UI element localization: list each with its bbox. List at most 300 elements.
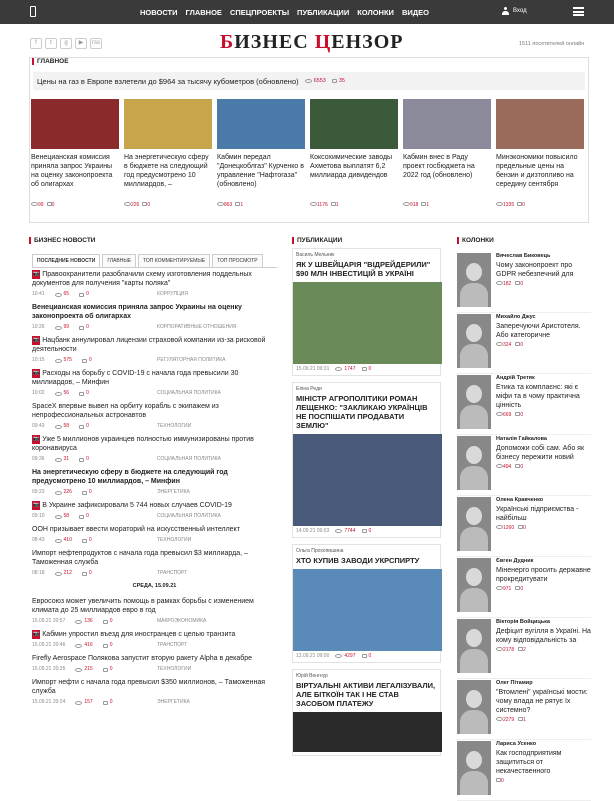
author-photo[interactable] — [457, 375, 491, 429]
tile-title[interactable]: Коксохимические заводы Ахметова выплатят 6,2 миллиарда дивидендов — [310, 154, 393, 179]
comment-icon — [362, 367, 367, 371]
eye-icon — [496, 717, 503, 721]
eye-icon — [55, 539, 62, 543]
column-body — [496, 680, 591, 739]
column-item[interactable] — [457, 313, 591, 374]
news-comments — [79, 512, 89, 521]
author-photo[interactable] — [457, 497, 491, 551]
news-views — [75, 617, 92, 626]
news-time: 15.09.21 20:35 — [32, 666, 66, 672]
news-item[interactable] — [32, 468, 277, 497]
news-title-text[interactable]: Правоохранители разоблачили схему изготовления поддельных документов для получения "карты поляка" — [32, 271, 252, 287]
publication-image[interactable] — [293, 569, 442, 651]
news-views-value: 56 — [63, 390, 70, 396]
news-category[interactable]: ТЕХНОЛОГИИ — [157, 666, 192, 672]
column-item[interactable] — [457, 435, 591, 496]
main-tile[interactable] — [496, 99, 584, 208]
news-title-text[interactable]: Венецианская комиссия приняла запрос Украины на оценку законопроекта об олигархах — [32, 304, 242, 320]
news-comments — [79, 290, 89, 299]
online-counter: 1511 посетителей онлайн — [519, 41, 585, 47]
news-title[interactable] — [32, 597, 277, 615]
publication-comments-value: 0 — [368, 653, 372, 659]
news-title-text[interactable]: Импорт нефти с начала года превысил $350 миллионов, – Таможенная служба — [32, 679, 266, 695]
column-views — [496, 464, 511, 470]
column-author[interactable]: Вікторія Войцицька — [496, 619, 550, 625]
tile-views — [310, 202, 328, 208]
tile-title[interactable]: Кабмин внес в Раду проект госбюджета на 2022 год (обновлено) — [403, 154, 475, 179]
eye-icon — [55, 458, 62, 462]
comment-icon — [332, 79, 337, 83]
news-views — [55, 290, 70, 299]
news-title[interactable] — [32, 369, 277, 387]
publication-title[interactable]: ХТО КУПИВ ЗАВОДИ УКРСПИРТУ — [296, 556, 420, 565]
news-title-text[interactable]: ООН призывает ввести мораторий на искусственный интеллект — [32, 526, 240, 533]
nav-columns[interactable]: КОЛОНКИ — [357, 7, 394, 17]
column-comments — [515, 464, 523, 470]
comment-icon — [362, 654, 367, 658]
column-comments-value: 0 — [523, 525, 526, 531]
column-title[interactable]: Українські підприємства - найбільш — [496, 506, 579, 522]
tile-meta — [217, 202, 305, 208]
news-views — [55, 488, 72, 497]
comment-icon — [103, 620, 108, 624]
column-body — [496, 619, 591, 678]
tile-comments-value: 1 — [335, 202, 339, 208]
news-title-text[interactable]: Firefly Aerospace Полякова запустит вторую ракету Alpha в декабре — [32, 655, 253, 662]
news-category[interactable]: КОРПОРАТИВНЫЕ ОТНОШЕНИЯ — [157, 324, 237, 330]
news-item[interactable] — [32, 435, 277, 464]
column-comments-value: 0 — [520, 586, 524, 592]
comment-icon — [79, 515, 84, 519]
tile-comments-value: 1 — [240, 202, 244, 208]
news-time: 09:43 — [32, 423, 45, 429]
column-views — [496, 717, 514, 723]
column-title[interactable]: "Втомлені" українські мости: чому влада не рятує їх системно? — [496, 689, 588, 714]
tile-views — [496, 202, 514, 208]
column-comments — [515, 586, 523, 592]
column-title[interactable]: Заперечуючи Аристотеля. Або категоричне — [496, 323, 581, 339]
tile-comments — [235, 202, 243, 208]
tile-image[interactable] — [310, 99, 398, 149]
news-time: 10:02 — [32, 390, 45, 396]
news-meta — [32, 512, 277, 521]
column-views-value: 1260 — [503, 525, 515, 531]
news-category[interactable]: СОЦИАЛЬНАЯ ПОЛИТИКА — [157, 390, 221, 396]
publication-title[interactable]: МІНІСТР АГРОПОЛІТИКИ РОМАН ЛЕЩЕНКО: "ЗАКЛИКАЮ УКРАЇНЦІВ НЕ ПОСПІШАТИ ПРОДАВАТИ ЗЕМЛЮ" — [296, 394, 428, 430]
column-author[interactable]: Михайло Джус — [496, 314, 536, 320]
column-title[interactable]: Допоможи собі сам. Або як бізнесу пережити новий — [496, 445, 585, 461]
comment-icon — [103, 701, 108, 705]
column-title[interactable]: Міненерго просить державне прокредитувати — [496, 567, 591, 583]
news-comments — [82, 356, 92, 365]
comment-icon — [82, 359, 87, 363]
column-views — [496, 281, 511, 287]
news-title[interactable] — [32, 303, 277, 321]
news-title[interactable] — [32, 270, 277, 288]
nav-main[interactable]: ГЛАВНОЕ — [185, 7, 222, 17]
main-tile[interactable] — [31, 99, 119, 208]
news-title-text[interactable]: На энергетическую сферу в бюджете на следующий год предусмотрено 10 миллиардов, – Минфин — [32, 469, 228, 485]
tile-comments — [47, 202, 55, 208]
tile-image[interactable] — [31, 99, 119, 149]
news-views-value: 410 — [63, 537, 72, 543]
publication-card[interactable] — [292, 248, 441, 376]
publication-image[interactable] — [293, 282, 442, 364]
comment-icon — [79, 425, 84, 429]
column-views — [496, 525, 514, 531]
news-title[interactable] — [32, 549, 277, 567]
news-comments-value: 0 — [109, 642, 113, 648]
column-author[interactable]: Вячеслав Биковець — [496, 253, 551, 259]
publication-meta — [296, 653, 437, 659]
column-meta — [496, 281, 591, 287]
column-comments — [518, 647, 526, 653]
news-item[interactable] — [32, 303, 277, 332]
author-photo[interactable] — [457, 741, 491, 795]
news-views — [75, 641, 92, 650]
youtube-icon[interactable]: ▶ — [75, 38, 87, 49]
login-label: Вход — [513, 8, 527, 14]
photo-badge-icon: 📷 — [33, 271, 40, 277]
column-comments — [515, 281, 523, 287]
news-time: 15.09.21 20:46 — [32, 642, 66, 648]
news-time: 08:18 — [32, 570, 45, 576]
column-title[interactable]: Дефіцит вугілля в Україні. На кому відповідальність за — [496, 628, 591, 644]
eye-icon — [496, 647, 503, 651]
site-logo[interactable]: БИЗНЕС ЦЕНЗОР — [220, 31, 404, 53]
tab-top-viewed[interactable]: ТОП ПРОСМОТР — [212, 254, 262, 267]
news-comments — [79, 389, 89, 398]
news-item[interactable] — [32, 597, 277, 626]
news-views — [55, 455, 70, 464]
news-category[interactable]: РЕГУЛЯТОРНАЯ ПОЛИТИКА — [157, 357, 226, 363]
headline-comments: 35 — [332, 78, 345, 84]
tile-title[interactable]: Минэкономики повысило предельные цены на бензин и дизтопливо на середину сентября — [496, 154, 578, 188]
tab-main[interactable]: ГЛАВНЫЕ — [102, 254, 136, 267]
news-meta — [32, 356, 277, 365]
news-item[interactable] — [32, 654, 277, 674]
social-links — [30, 38, 102, 49]
column-item[interactable] — [457, 618, 591, 679]
tile-title[interactable]: Кабмин передал "Донецкоблгаз" Курченко в управление "Нафтогаза" (обновлено) — [217, 154, 304, 188]
column-comments-value: 2 — [523, 647, 526, 653]
publication-author[interactable]: Василь Мельник — [296, 252, 335, 258]
publication-author[interactable]: Еліна Реди — [296, 386, 322, 392]
news-views-value: 31 — [63, 456, 70, 462]
author-photo[interactable] — [457, 619, 491, 673]
news-item[interactable] — [32, 270, 277, 299]
news-title-text[interactable]: Расходы на борьбу с COVID-19 с начала года превысили 30 миллиардов, – Минфин — [32, 370, 239, 386]
news-meta — [32, 323, 277, 332]
column-item[interactable] — [457, 374, 591, 435]
publication-date: 15.09.21 09:31 — [296, 366, 330, 372]
author-photo[interactable] — [457, 314, 491, 368]
column-body — [496, 741, 591, 800]
news-time: 09:36 — [32, 456, 45, 462]
news-comments-value: 0 — [88, 537, 92, 543]
tile-image[interactable] — [124, 99, 212, 149]
column-comments-value: 0 — [520, 412, 524, 418]
column-item[interactable] — [457, 557, 591, 618]
column-item[interactable] — [457, 496, 591, 557]
nav-news[interactable]: НОВОСТИ — [140, 7, 178, 17]
publication-views — [335, 653, 355, 659]
column-author[interactable]: Андрій Третяк — [496, 375, 535, 381]
news-item[interactable] — [32, 549, 277, 578]
news-time: 15.09.21 20:57 — [32, 618, 66, 624]
column-meta — [496, 412, 591, 418]
news-item[interactable] — [32, 402, 277, 431]
news-time: 10:41 — [32, 291, 45, 297]
column-author[interactable]: Наталія Гайкалова — [496, 436, 547, 442]
comment-icon — [82, 572, 87, 576]
mobile-icon[interactable] — [30, 6, 36, 17]
author-photo[interactable] — [457, 436, 491, 490]
news-category[interactable]: СОЦИАЛЬНАЯ ПОЛИТИКА — [157, 456, 221, 462]
tab-top-commented[interactable]: ТОП КОММЕНТИРУЕМЫЕ — [138, 254, 210, 267]
column-meta — [496, 342, 591, 348]
news-title[interactable] — [32, 468, 277, 486]
news-views — [55, 356, 72, 365]
column-item[interactable] — [457, 252, 591, 313]
news-views-value: 99 — [63, 324, 70, 330]
news-title[interactable] — [32, 678, 277, 696]
main-tile[interactable] — [310, 99, 398, 208]
publication-card[interactable] — [292, 382, 441, 538]
tile-meta — [31, 202, 119, 208]
eye-icon — [75, 668, 82, 672]
news-title-text[interactable]: В Украине зафиксировали 5 744 новых случаев COVID-19 — [42, 502, 232, 509]
column-meta — [496, 778, 591, 784]
column-views — [496, 647, 514, 653]
column-comments — [518, 717, 526, 723]
tile-views — [31, 202, 44, 208]
comment-icon — [82, 539, 87, 543]
column-comments — [515, 342, 523, 348]
news-meta — [32, 422, 277, 431]
news-item[interactable] — [32, 336, 277, 365]
column-title[interactable]: Как господприятиям защититься от некачественного — [496, 750, 562, 775]
column-author[interactable]: Євген Дудник — [496, 558, 534, 564]
news-views — [55, 569, 72, 578]
news-category[interactable]: МАКРОЭКОНОМИКА — [157, 618, 207, 624]
comment-icon — [79, 458, 84, 462]
publications-label: ПУБЛИКАЦИИ — [292, 237, 342, 244]
news-comments — [82, 488, 92, 497]
column-author[interactable]: Олег Пітамир — [496, 680, 533, 686]
eye-icon — [55, 425, 62, 429]
tile-comments-value: 0 — [522, 202, 525, 208]
eye-icon — [305, 79, 312, 83]
publication-title[interactable]: ЯК У ШВЕЙЦАРІЯ "ВІДРЕЙДЕРИЛИ" $90 МЛН ІНВЕСТИЦІЙ В УКРАЇНІ — [296, 260, 431, 278]
nav-publications[interactable]: ПУБЛИКАЦИИ — [297, 7, 350, 17]
news-title[interactable] — [32, 336, 277, 354]
news-comments-value: 0 — [86, 423, 89, 429]
column-author[interactable]: Лариса Усенко — [496, 741, 537, 747]
column-meta — [496, 525, 591, 531]
rss-icon[interactable]: rss — [90, 38, 102, 49]
eye-icon — [55, 515, 62, 519]
photo-badge-icon: 📷 — [33, 631, 40, 637]
eye-icon — [496, 464, 503, 468]
news-comments — [79, 455, 89, 464]
news-title-text[interactable]: Уже 5 миллионов украинцев полностью иммунизированы против коронавируса — [32, 436, 254, 452]
news-comments-value: 0 — [109, 618, 113, 624]
main-tile[interactable] — [217, 99, 305, 208]
tile-views — [217, 202, 232, 208]
news-views-value: 58 — [63, 513, 70, 519]
nav-video[interactable]: ВИДЕО — [401, 7, 429, 17]
publication-author[interactable]: Ольга Прохопишина — [296, 548, 344, 554]
news-title[interactable] — [32, 630, 277, 639]
tile-comments — [142, 202, 150, 208]
news-meta — [32, 536, 277, 545]
news-category[interactable]: ТРАНСПОРТ — [157, 642, 188, 648]
news-comments — [82, 536, 92, 545]
news-item[interactable] — [32, 501, 277, 521]
menu-icon[interactable] — [573, 7, 584, 16]
column-comments — [515, 412, 523, 418]
column-body — [496, 375, 591, 434]
news-meta — [32, 290, 277, 299]
news-comments — [103, 698, 113, 707]
news-item[interactable] — [32, 630, 277, 650]
news-comments-value: 0 — [88, 357, 92, 363]
tile-views-value: 1335 — [503, 202, 515, 208]
column-comments-value: 0 — [520, 281, 524, 287]
news-views-value: 575 — [63, 357, 72, 363]
facebook-icon[interactable]: f — [30, 38, 42, 49]
top-navbar — [0, 0, 614, 24]
publication-card[interactable] — [292, 669, 441, 756]
google-icon[interactable]: g — [60, 38, 72, 49]
news-comments-value: 0 — [86, 390, 89, 396]
news-comments — [103, 665, 113, 674]
news-views — [55, 323, 70, 332]
column-title[interactable]: Чому законопроект про GDPR небезпечний для — [496, 262, 574, 278]
eye-icon — [496, 202, 503, 206]
comment-icon — [79, 293, 84, 297]
news-comments-value: 0 — [109, 699, 113, 705]
nav-special[interactable]: СПЕЦПРОЕКТЫ — [229, 7, 290, 17]
tile-image[interactable] — [496, 99, 584, 149]
news-title-text[interactable]: Импорт нефтепродуктов с начала года превысил $3 миллиарда, – Таможенная служба — [32, 550, 248, 566]
publication-meta — [296, 528, 437, 534]
column-meta — [496, 464, 591, 470]
eye-icon — [496, 412, 503, 416]
news-title[interactable] — [32, 501, 277, 510]
comment-icon — [103, 668, 108, 672]
author-photo[interactable] — [457, 680, 491, 734]
column-body — [496, 314, 591, 373]
publication-image[interactable] — [293, 434, 442, 526]
publication-date: 14.09.21 09:03 — [296, 528, 330, 534]
news-item[interactable] — [32, 525, 277, 545]
tile-image[interactable] — [403, 99, 491, 149]
news-comments — [103, 617, 113, 626]
eye-icon — [335, 529, 342, 533]
news-category[interactable]: ТЕХНОЛОГИИ — [157, 537, 192, 543]
news-comments-value: 0 — [86, 291, 89, 297]
eye-icon — [55, 572, 62, 576]
column-title[interactable]: Етика та комплаєнс: які є міфи та в чому практична цінність — [496, 384, 580, 409]
news-category[interactable]: ТЕХНОЛОГИИ — [157, 423, 192, 429]
tile-title[interactable]: Венецианская комиссия приняла запрос Украины на оценку законопроекта об олигархах — [31, 154, 113, 188]
tile-meta — [124, 202, 212, 208]
tile-image[interactable] — [217, 99, 305, 149]
news-title[interactable] — [32, 435, 277, 453]
comment-icon — [79, 326, 84, 330]
tile-views-value: 99 — [38, 202, 44, 208]
news-list — [32, 270, 277, 711]
column-comments — [518, 525, 526, 531]
comment-icon — [103, 644, 108, 648]
column-comments — [496, 778, 504, 784]
eye-icon — [335, 367, 342, 371]
news-time: 10:26 — [32, 324, 45, 330]
publication-comments — [362, 366, 372, 372]
tile-title[interactable]: На энергетическую сферу в бюджете на следующий год предусмотрено 10 миллиардов, – — [124, 154, 209, 188]
author-photo[interactable] — [457, 558, 491, 612]
publication-title[interactable]: ВІРТУАЛЬНІ АКТИВИ ЛЕГАЛІЗУВАЛИ, АЛЕ БІТКОЇН ТАК І НЕ СТАВ ЗАСОБОМ ПЛАТЕЖУ — [296, 681, 436, 708]
news-category[interactable]: ЭНЕРГЕТИКА — [157, 489, 190, 495]
news-item[interactable] — [32, 678, 277, 707]
author-photo[interactable] — [457, 253, 491, 307]
twitter-icon[interactable]: t — [45, 38, 57, 49]
column-item[interactable] — [457, 740, 591, 801]
eye-icon — [496, 281, 503, 285]
news-category[interactable]: КОРРУПЦИЯ — [157, 291, 188, 297]
news-tabs — [32, 254, 277, 268]
column-views-value: 494 — [503, 464, 512, 470]
news-meta — [32, 569, 277, 578]
column-meta — [496, 647, 591, 653]
columns-label: КОЛОНКИ — [457, 237, 494, 244]
news-title[interactable] — [32, 654, 277, 663]
column-views-value: 2178 — [503, 647, 515, 653]
user-icon — [502, 7, 509, 15]
eye-icon — [55, 359, 62, 363]
top-headline[interactable] — [33, 72, 585, 90]
main-tile[interactable] — [124, 99, 212, 208]
tile-comments — [517, 202, 525, 208]
photo-badge-icon: 📷 — [33, 502, 40, 508]
publication-author[interactable]: Юрій Венгнур — [296, 673, 328, 679]
news-title[interactable] — [32, 402, 277, 420]
eye-icon — [310, 202, 317, 206]
news-item[interactable] — [32, 369, 277, 398]
news-time: 15.09.21 20:24 — [32, 699, 66, 705]
news-title-text[interactable]: Нацбанк аннулировал лицензии страховой компании из-за рисковой деятельности — [32, 337, 266, 353]
news-title[interactable] — [32, 525, 277, 534]
publication-image[interactable] — [293, 712, 442, 752]
news-title-text[interactable]: Кабмин упростил въезд для иностранцев с целью транзита — [42, 631, 236, 638]
news-category[interactable]: СОЦИАЛЬНАЯ ПОЛИТИКА — [157, 513, 221, 519]
main-tile[interactable] — [403, 99, 491, 208]
news-title-text[interactable]: Евросоюз может увеличить помощь в рамках борьбы с изменением климата до 25 миллиардов евро в год — [32, 598, 254, 614]
news-category[interactable]: ТРАНСПОРТ — [157, 570, 188, 576]
publication-card[interactable] — [292, 544, 441, 663]
tab-latest[interactable]: ПОСЛЕДНИЕ НОВОСТИ — [32, 254, 100, 267]
news-title-text[interactable]: SpaceX впервые вывел на орбиту корабль с экипажем из непрофессиональных астронавтов — [32, 403, 219, 419]
login-button[interactable] — [502, 7, 527, 15]
column-item[interactable] — [457, 679, 591, 740]
publications-list — [292, 248, 441, 762]
column-author[interactable]: Олена Кравченко — [496, 497, 544, 503]
headline-title[interactable]: Цены на газ в Европе взлетели до $964 за тысячу кубометров (обновлено) — [37, 76, 299, 86]
news-category[interactable]: ЭНЕРГЕТИКА — [157, 699, 190, 705]
main-tiles — [31, 99, 584, 208]
